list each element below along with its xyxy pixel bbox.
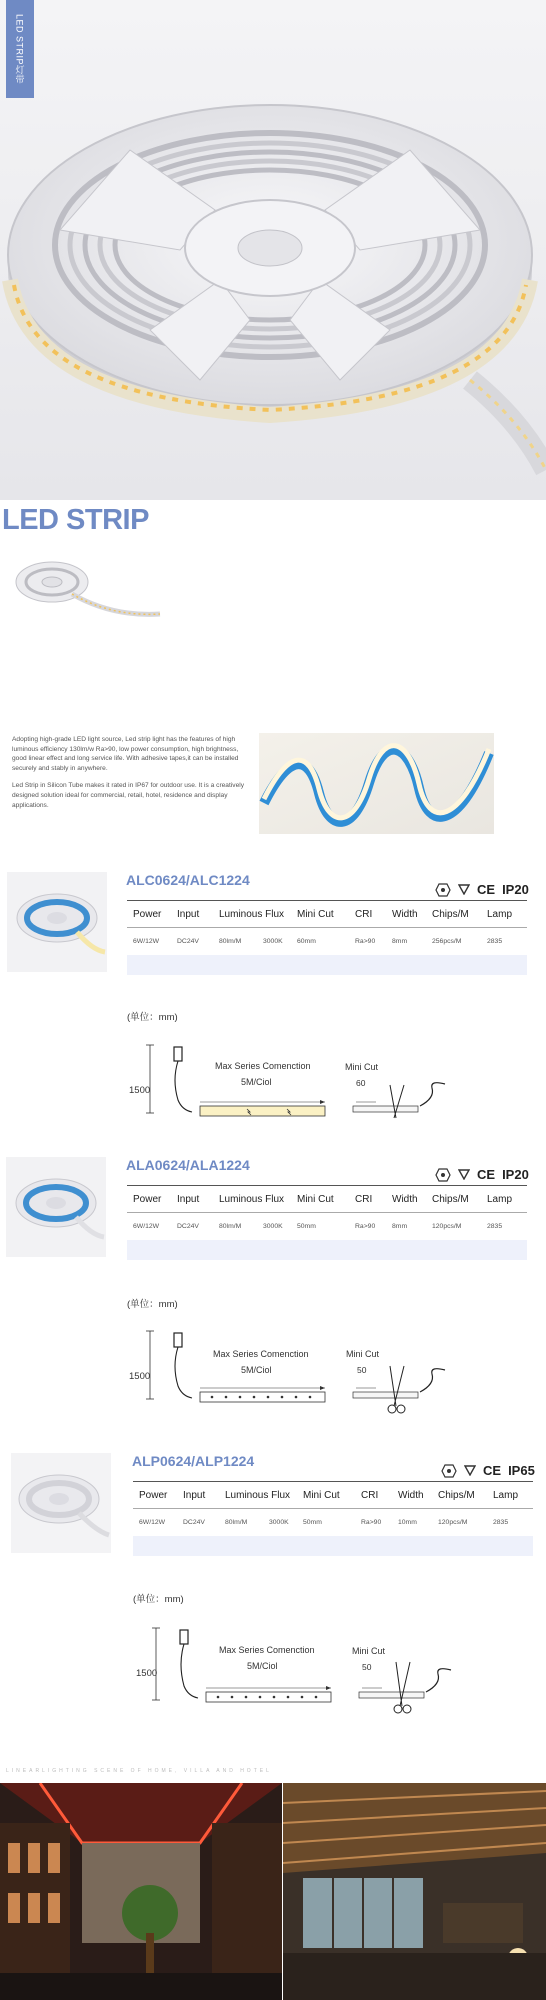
header-width: Width <box>392 908 418 920</box>
unit-label: (单位：mm) <box>127 1012 178 1023</box>
intro-paragraph-2: Led Strip in Silicon Tube makes it rated in IP67 for outdoor use. It is a creatively designed solution ideal for commercial, retail, hotel, residence and display applications. <box>12 782 244 809</box>
series-label: Max Series Comenction <box>213 1349 309 1359</box>
series-value: 5M/Ciol <box>241 1077 272 1087</box>
mini-cut-label: Mini Cut <box>345 1062 379 1072</box>
series-value: 5M/Ciol <box>241 1365 272 1375</box>
product-1-diagram <box>120 1040 470 1130</box>
header-mini-cut: Mini Cut <box>303 1489 340 1501</box>
series-label: Max Series Comenction <box>215 1061 311 1071</box>
header-mini-cut: Mini Cut <box>297 1193 334 1205</box>
header-width: Width <box>392 1193 418 1205</box>
mini-cut-value: 50 <box>357 1365 367 1375</box>
cell-lamp: 2835 <box>487 1223 503 1230</box>
cell-width: 10mm <box>398 1519 417 1526</box>
scene-photo-left <box>0 1783 282 2000</box>
series-value: 5M/Ciol <box>247 1661 278 1671</box>
cell-luminous-flux: 80lm/M <box>225 1519 248 1526</box>
intro-paragraph-1: Adopting high-grade LED light source, Led strip light has the features of high luminous efficiency 130lm/w Ra>90, low power consumption, high brightness, good linear effect and long service life. With adhesive tapes,it can be installed securely and stably in anywhere. <box>12 736 239 772</box>
header-cri: CRI <box>355 1193 373 1205</box>
cell-mini-cut: 60mm <box>297 938 316 945</box>
scene-photo-right <box>283 1783 546 2000</box>
header-cri: CRI <box>355 908 373 920</box>
cell-input: DC24V <box>177 938 199 945</box>
cell-power: 6W/12W <box>133 1223 160 1230</box>
product-2-image <box>6 1157 106 1257</box>
header-luminous-flux: Luminous Flux <box>219 1193 285 1205</box>
product-1-certifications <box>435 882 529 897</box>
mini-cut-label: Mini Cut <box>352 1646 386 1656</box>
ce-mark: CE <box>483 1463 502 1478</box>
cell-luminous-flux: 80lm/M <box>219 938 242 945</box>
cell-luminous-flux: 80lm/M <box>219 1223 242 1230</box>
product-3-certifications <box>441 1463 535 1478</box>
rohs-hex-icon <box>441 1464 457 1478</box>
product-1-image <box>7 872 107 972</box>
ce-mark: CE <box>477 882 496 897</box>
header-power: Power <box>133 1193 162 1205</box>
rohs-hex-icon <box>435 883 451 897</box>
ip-rating: IP20 <box>502 1167 529 1182</box>
header-chips: Chips/M <box>432 908 469 920</box>
dimension-label: 1500 <box>136 1668 158 1679</box>
product-3-image <box>11 1453 111 1553</box>
cell-cri: Ra>90 <box>355 938 376 945</box>
scene-caption: LINEARLIGHTING SCENE OF HOME, VILLA AND HOTEL <box>6 1768 272 1774</box>
cell-input: DC24V <box>183 1519 205 1526</box>
cell-mini-cut: 50mm <box>303 1519 322 1526</box>
cell-width: 8mm <box>392 1223 408 1230</box>
cell-cri: Ra>90 <box>355 1223 376 1230</box>
cell-color-temp: 3000K <box>263 1223 283 1230</box>
header-lamp: Lamp <box>493 1489 519 1501</box>
unit-label: (单位：mm) <box>133 1594 184 1605</box>
triangle-mark-icon <box>458 1169 470 1180</box>
table-header <box>133 1481 533 1509</box>
hero-image <box>0 0 546 500</box>
triangle-mark-icon <box>464 1465 476 1476</box>
product-2-name: ALA0624/ALA1224 <box>126 1157 250 1173</box>
mini-cut-label: Mini Cut <box>346 1349 380 1359</box>
header-mini-cut: Mini Cut <box>297 908 334 920</box>
cell-chips: 120pcs/M <box>438 1519 468 1526</box>
cell-color-temp: 3000K <box>269 1519 289 1526</box>
header-cri: CRI <box>361 1489 379 1501</box>
triangle-mark-icon <box>458 884 470 895</box>
restaurant-scene-image <box>0 1783 282 2000</box>
table-band <box>127 1240 527 1260</box>
hotel-lobby-scene-image <box>283 1783 546 2000</box>
product-3-spec-table <box>133 1481 533 1556</box>
category-tab <box>6 0 34 98</box>
table-row <box>127 928 527 955</box>
header-lamp: Lamp <box>487 908 513 920</box>
cell-chips: 120pcs/M <box>432 1223 462 1230</box>
cell-width: 8mm <box>392 938 408 945</box>
mini-cut-value: 60 <box>356 1078 366 1088</box>
header-input: Input <box>183 1489 206 1501</box>
dimension-label: 1500 <box>129 1371 151 1382</box>
cell-chips: 256pcs/M <box>432 938 462 945</box>
table-band <box>127 955 527 975</box>
mini-cut-value: 50 <box>362 1662 372 1672</box>
dimension-label: 1500 <box>129 1085 151 1096</box>
series-label: Max Series Comenction <box>219 1645 315 1655</box>
table-band <box>133 1536 533 1556</box>
intro-text <box>12 735 244 810</box>
ip-rating: IP20 <box>502 882 529 897</box>
product-2-spec-table <box>127 1185 527 1260</box>
led-reel-illustration <box>0 0 546 500</box>
cell-color-temp: 3000K <box>263 938 283 945</box>
category-tab-label: LED STRIP灯带 <box>14 13 25 84</box>
unit-label: (单位：mm) <box>127 1299 178 1310</box>
ip-rating: IP65 <box>508 1463 535 1478</box>
rohs-hex-icon <box>435 1168 451 1182</box>
product-3-diagram <box>126 1622 476 1717</box>
spiral-strip-image <box>259 733 494 834</box>
header-luminous-flux: Luminous Flux <box>219 908 285 920</box>
cell-lamp: 2835 <box>487 938 503 945</box>
product-1-spec-table <box>127 900 527 975</box>
cell-power: 6W/12W <box>133 938 160 945</box>
product-3-name: ALP0624/ALP1224 <box>132 1453 255 1469</box>
table-header <box>127 1185 527 1213</box>
product-2-certifications <box>435 1167 529 1182</box>
table-row <box>127 1213 527 1240</box>
cell-input: DC24V <box>177 1223 199 1230</box>
cell-cri: Ra>90 <box>361 1519 382 1526</box>
header-width: Width <box>398 1489 424 1501</box>
header-lamp: Lamp <box>487 1193 513 1205</box>
cell-lamp: 2835 <box>493 1519 509 1526</box>
header-chips: Chips/M <box>432 1193 469 1205</box>
header-input: Input <box>177 1193 200 1205</box>
page-title: LED STRIP <box>2 504 149 536</box>
header-chips: Chips/M <box>438 1489 475 1501</box>
cell-mini-cut: 50mm <box>297 1223 316 1230</box>
header-power: Power <box>139 1489 168 1501</box>
table-row <box>133 1509 533 1536</box>
product-2-diagram <box>120 1326 470 1416</box>
ce-mark: CE <box>477 1167 496 1182</box>
header-power: Power <box>133 908 162 920</box>
cell-power: 6W/12W <box>139 1519 166 1526</box>
header-luminous-flux: Luminous Flux <box>225 1489 291 1501</box>
header-input: Input <box>177 908 200 920</box>
reel-thumbnail <box>12 552 162 627</box>
table-header <box>127 900 527 928</box>
product-1-name: ALC0624/ALC1224 <box>126 872 250 888</box>
